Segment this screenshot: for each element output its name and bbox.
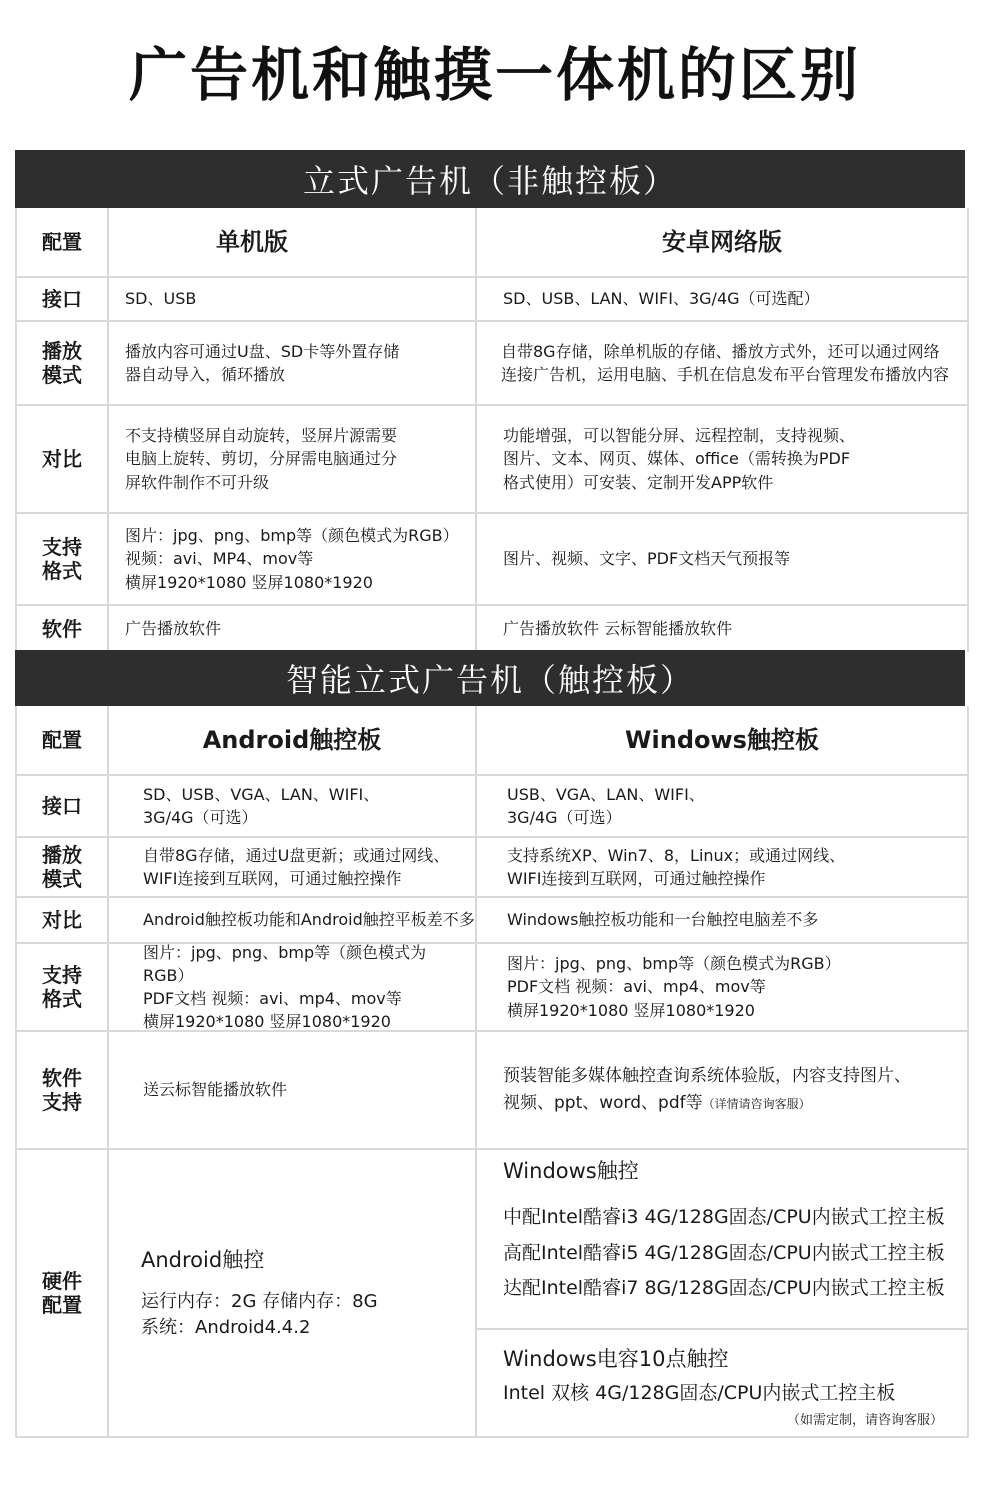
row-right: 广告播放软件 云标智能播放软件 (503, 619, 733, 639)
row-right (477, 1032, 967, 1148)
table-header-row (17, 208, 967, 278)
table-row (17, 406, 967, 514)
row-label: 软件 (17, 606, 109, 652)
row-label: 支持 格式 (17, 944, 109, 1030)
hardware-windows (477, 1150, 967, 1436)
table-row (17, 322, 967, 406)
header-windows-touch: Windows触控板 (625, 725, 819, 754)
row-label: 硬件 配置 (17, 1150, 109, 1436)
row-label: 接口 (17, 278, 109, 320)
windows-hw-line: 达配Intel酷睿i7 8G/128G固态/CPU内嵌式工控主板 (503, 1276, 945, 1299)
row-right: USB、VGA、LAN、WIFI、 3G/4G（可选） (507, 784, 705, 827)
hardware-android (109, 1150, 477, 1436)
row-label: 软件 支持 (17, 1032, 109, 1148)
header-standalone: 单机版 (109, 208, 477, 276)
row-left: SD、USB (109, 278, 477, 320)
software-support-text: 预装智能多媒体触控查询系统体验版，内容支持图片、 视频、ppt、word、pdf等 (503, 1065, 911, 1113)
row-left: 播放内容可通过U盘、SD卡等外置存储 器自动导入，循环播放 (109, 322, 477, 404)
row-label: 支持 格式 (17, 514, 109, 604)
row-right: 图片、视频、文字、PDF文档天气预报等 (503, 549, 791, 569)
header-config: 配置 (17, 208, 109, 276)
windows-hw-line: 高配Intel酷睿i5 4G/128G固态/CPU内嵌式工控主板 (503, 1241, 945, 1264)
customization-note: （如需定制，请咨询客服） (786, 1412, 943, 1428)
hardware-row (17, 1150, 967, 1438)
section2-banner: 智能立式广告机（触控板） (15, 650, 965, 706)
table-row (17, 898, 967, 944)
table-header-row (17, 706, 967, 776)
row-right: SD、USB、LAN、WIFI、3G/4G（可选配） (503, 289, 820, 309)
row-right: 图片：jpg、png、bmp等（颜色模式为RGB） PDF文档 视频：avi、mp4、mov等 横屏1920*1080 竖屏1080*1920 (507, 954, 841, 1020)
table-row (17, 776, 967, 838)
windows-cap-hw-block (477, 1330, 967, 1431)
android-hw-line: 系统：Android4.4.2 (141, 1317, 311, 1339)
row-label: 播放 模式 (17, 838, 109, 896)
section1-banner: 立式广告机（非触控板） (15, 150, 965, 208)
row-label: 播放 模式 (17, 322, 109, 404)
windows-cap-line: Intel 双核 4G/128G固态/CPU内嵌式工控主板 (503, 1382, 896, 1405)
row-label: 接口 (17, 776, 109, 836)
table-row (17, 1032, 967, 1150)
row-right: 支持系统XP、Win7、8，Linux；或通过网线、 WIFI连接到互联网，可通过触控操作 (507, 845, 846, 888)
row-right: 自带8G存储，除单机版的存储、播放方式外，还可以通过网络 连接广告机，运用电脑、手机在信息发布平台管理发布播放内容 (501, 341, 950, 384)
header-config: 配置 (17, 706, 109, 774)
header-android-touch: Android触控板 (109, 706, 477, 774)
row-left: 送云标智能播放软件 (109, 1032, 477, 1148)
table-row (17, 514, 967, 606)
section2-table (15, 706, 969, 1438)
row-left: 广告播放软件 (109, 606, 477, 652)
android-hw-line: 运行内存：2G 存储内存：8G (141, 1291, 378, 1313)
row-label: 对比 (17, 898, 109, 942)
row-left: 自带8G存储，通过U盘更新；或通过网线、 WIFI连接到互联网，可通过触控操作 (109, 838, 477, 896)
page-title: 广告机和触摸一体机的区别 (128, 41, 861, 109)
software-support-note: （详情请咨询客服） (702, 1097, 811, 1111)
row-right: 功能增强，可以智能分屏、远程控制，支持视频、 图片、文本、网页、媒体、office（需转换为PDF 格式使用）可安装、定制开发APP软件 (503, 426, 856, 492)
row-left: 不支持横竖屏自动旋转，竖屏片源需要 电脑上旋转、剪切，分屏需电脑通过分 屏软件制作不可升级 (109, 406, 477, 512)
row-right: Windows触控板功能和一台触控电脑差不多 (507, 910, 819, 930)
row-left: Android触控板功能和Android触控平板差不多 (109, 898, 477, 942)
android-hw-title: Android触控 (141, 1247, 265, 1272)
windows-hw-title: Windows触控 (503, 1159, 639, 1183)
row-left: 图片：jpg、png、bmp等（颜色模式为RGB） 视频：avi、MP4、mov等 横屏1920*1080 竖屏1080*1920 (109, 514, 477, 604)
table-row (17, 944, 967, 1032)
row-label: 对比 (17, 406, 109, 512)
row-left: SD、USB、VGA、LAN、WIFI、 3G/4G（可选） (109, 776, 477, 836)
section1-table (15, 208, 969, 652)
windows-cap-title: Windows电容10点触控 (503, 1347, 729, 1371)
table-row (17, 606, 967, 652)
header-android-network: 安卓网络版 (662, 227, 782, 256)
row-left: 图片：jpg、png、bmp等（颜色模式为RGB） PDF文档 视频：avi、mp4、mov等 横屏1920*1080 竖屏1080*1920 (109, 944, 477, 1030)
windows-hw-line: 中配Intel酷睿i3 4G/128G固态/CPU内嵌式工控主板 (503, 1206, 945, 1229)
table-row (17, 278, 967, 322)
windows-hw-block (477, 1150, 967, 1330)
table-row (17, 838, 967, 898)
